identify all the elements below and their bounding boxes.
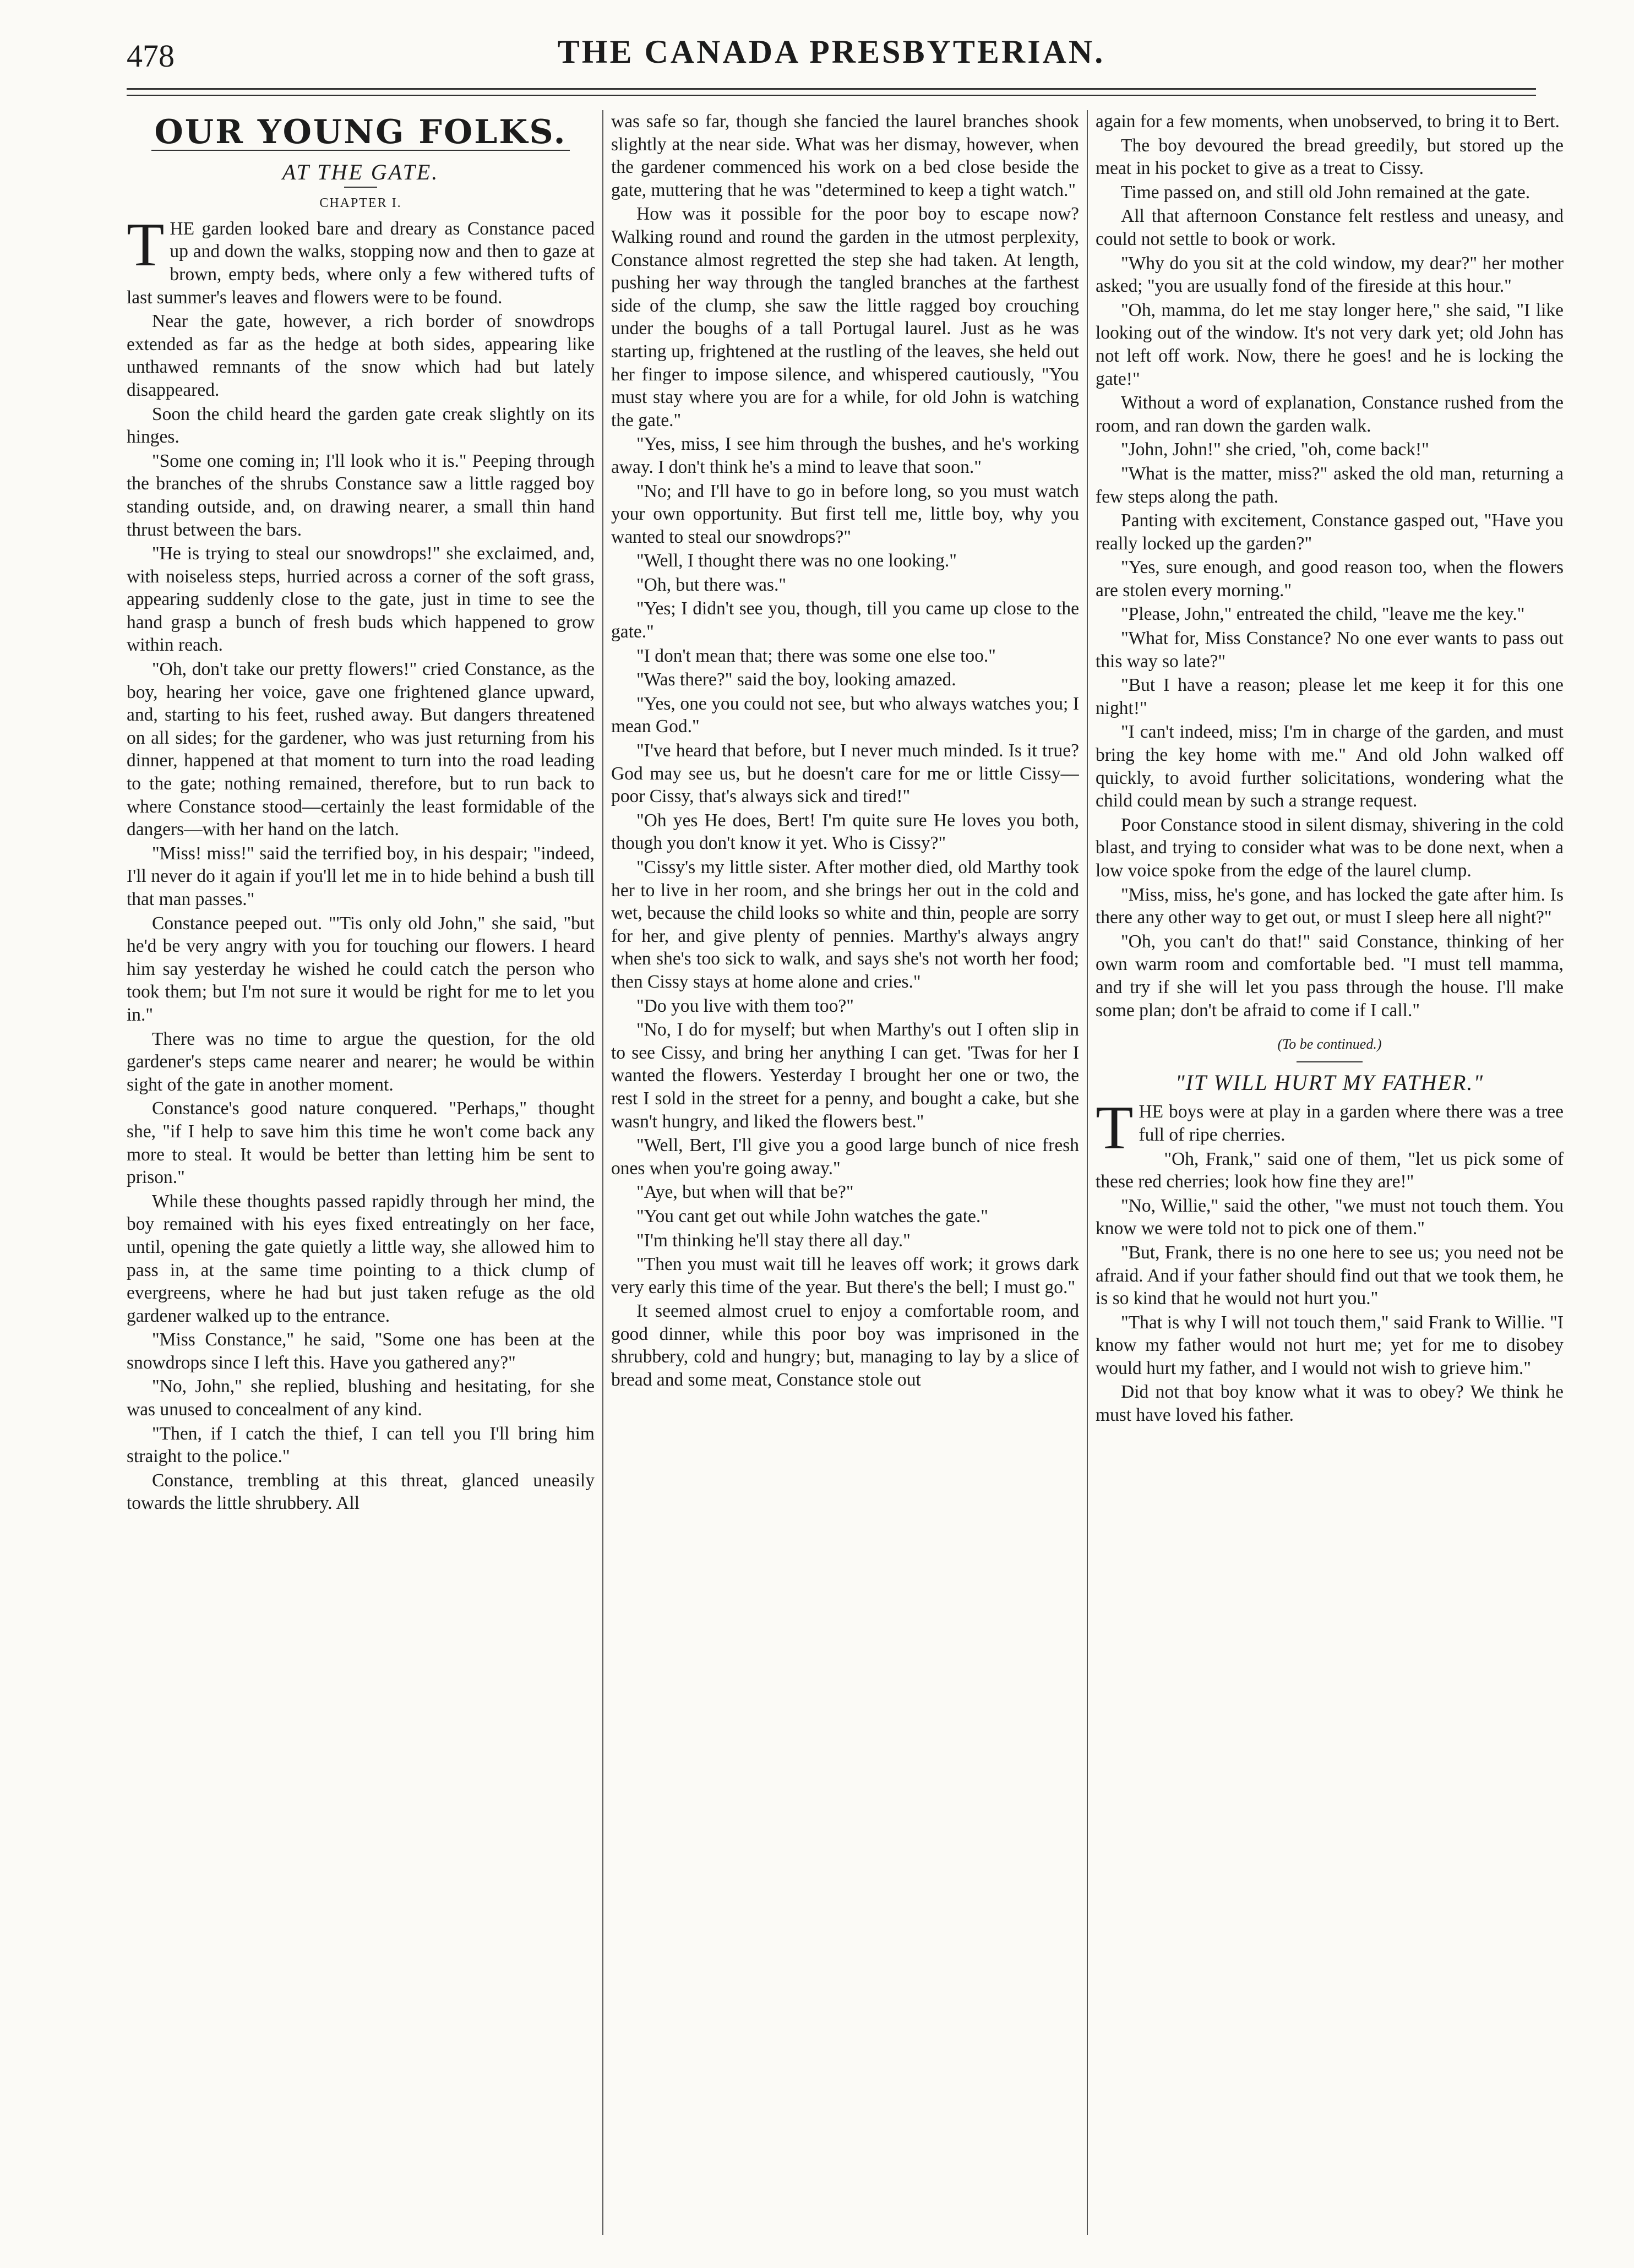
paragraph: "No; and I'll have to go in before long, so you must watch your own opportunity. But first tell me, little boy, why you wanted to steal our snowdrops?" (611, 481, 1079, 547)
paragraph: "Oh, mamma, do let me stay longer here," she said, "I like looking out of the window. It's not very dark yet; old John has not left off work. Now, there he goes! and he is locking the gate!" (1096, 299, 1564, 389)
paragraph: "Then you must wait till he leaves off work; it grows dark very early this time of the year. But there's the bell; I must go." (611, 1254, 1079, 1297)
paragraph: "Miss Constance," he said, "Some one has been at the snowdrops since I left this. Have you gathered any?" (127, 1329, 595, 1373)
paragraph: "Yes, miss, I see him through the bushes, and he's working away. I don't think he's a mind to leave that soon." (611, 434, 1079, 477)
paragraph: "No, John," she replied, blushing and hesitating, for she was unused to concealment of any kind. (127, 1376, 595, 1420)
paragraph: THE garden looked bare and dreary as Constance paced up and down the walks, stopping now and then to gaze at brown, empty beds, where only a few withered tufts of last summer's leaves and flowers were to be found. (127, 210, 595, 308)
story-title: AT THE GATE. (282, 159, 439, 184)
paragraph: All that afternoon Constance felt restless and uneasy, and could not settle to book or work. (1096, 206, 1564, 249)
paragraph: Poor Constance stood in silent dismay, shivering in the cold blast, and trying to consider what was to be done next, when a low voice spoke from the edge of the laurel clump. (1096, 814, 1564, 881)
paragraph: "Yes; I didn't see you, though, till you came up close to the gate." (611, 598, 1079, 642)
paragraph: "I'm thinking he'll stay there all day." (636, 1230, 911, 1251)
paragraph: "Aye, but when will that be?" (636, 1182, 854, 1203)
continued-note: (To be continued.) (1277, 1036, 1382, 1053)
paragraph: It seemed almost cruel to enjoy a comfortable room, and good dinner, while this poor boy was imprisoned in the shrubbery, cold and hungry; but, managing to lay by a slice of bread and some meat, Constance stole out (611, 1301, 1079, 1391)
paragraph: "Oh, you can't do that!" said Constance, thinking of her own warm room and comfortable bed. "I must tell mamma, and try if she will let you pass through the house. I'll make some plan; don't be afraid to come if I call." (1096, 931, 1564, 1021)
paragraph: "Do you live with them too?" (636, 995, 854, 1016)
header-rule-thin (127, 95, 1536, 96)
paragraph: "Cissy's my little sister. After mother died, old Marthy took her to live in her room, and she brings her out in the cold and wet, because the child looks so white and thin, people are sorry for her, and give plenty of pennies. Marthy's always angry when she's too sick to walk, and says she's not worth her food; then Cissy stays at home alone and cries." (611, 857, 1079, 992)
paragraph: "Miss! miss!" said the terrified boy, in his despair; "indeed, I'll never do it again if you'll let me in to hide behind a bush till that man passes." (127, 843, 595, 909)
section-title: OUR YOUNG FOLKS. (154, 113, 567, 151)
paragraph: "No, I do for myself; but when Marthy's out I often slip in to see Cissy, and bring her anything I can get. 'Twas for her I wanted the flowers. Yesterday I brought her one or two, the rest I sold in the street for a penny, and bought a cake, but she wasn't hungry, and liked the flowers best." (611, 1019, 1079, 1132)
paragraph: "Miss, miss, he's gone, and has locked the gate after him. Is there any other way to get out, or must I sleep here all night?" (1096, 884, 1564, 928)
drop-cap: T (127, 210, 165, 279)
paragraph: Constance, trembling at this threat, glanced uneasily towards the little shrubbery. All (127, 1470, 595, 1514)
story-divider (1297, 1061, 1363, 1062)
paragraph: "Then, if I catch the thief, I can tell you I'll bring him straight to the police." (127, 1423, 595, 1467)
paragraph: "Was there?" said the boy, looking amazed. (636, 669, 956, 690)
paragraph: Panting with excitement, Constance gasped out, "Have you really locked up the garden?" (1096, 510, 1564, 554)
paragraph: "Why do you sit at the cold window, my dear?" her mother asked; "you are usually fond of the fireside at this hour." (1096, 253, 1564, 297)
paragraph: "Oh, don't take our pretty flowers!" cried Constance, as the boy, hearing her voice, gave one frightened glance upward, and, starting to his feet, rushed away. But dangers threatened on all sides; for the gardener, who was just returning from his dinner, happened at that moment to turn into the road leading to the gate; nothing remained, therefore, but to run back to where Constance stood—certainly the least formidable of the dangers—with her hand on the latch. (127, 659, 595, 840)
paragraph: "Some one coming in; I'll look who it is." Peeping through the branches of the shrubs Constance saw a little ragged boy standing outside, and, on drawing nearer, a small thin hand thrust between the bars. (127, 450, 595, 540)
title-rule (344, 187, 377, 188)
paragraph: "Well, Bert, I'll give you a good large bunch of nice fresh ones when you're going away." (611, 1135, 1079, 1179)
paragraph: "But, Frank, there is no one here to see us; you need not be afraid. And if your father should find out that we took them, he is so kind that he would not hurt you." (1096, 1242, 1564, 1309)
column-1 (127, 110, 595, 2246)
paragraph: "What is the matter, miss?" asked the old man, returning a few steps along the path. (1096, 463, 1564, 507)
paragraph: Did not that boy know what it was to obey? We think he must have loved his father. (1096, 1382, 1564, 1426)
page-number: 478 (127, 38, 175, 74)
paragraph: "Yes, one you could not see, but who always watches you; I mean God." (611, 693, 1079, 737)
paragraph: How was it possible for the poor boy to escape now? Walking round and round the garden in the utmost perplexity, Constance almost regretted the step she had taken. At length, pushing her way through the tangled branches at the farthest side of the clump, she saw the little ragged boy crouching under the boughs of a tall Portugal laurel. Just as he was starting up, frightened at the rustling of the leaves, she held out her finger to impose silence, and whispered cautiously, "You must stay where you are for a while, for old John is watching the gate." (611, 204, 1079, 430)
paragraph: "Oh, Frank," said one of them, "let us pick some of these red cherries; look how fine they are!" (1096, 1148, 1564, 1192)
column-3 (1096, 110, 1564, 2246)
paragraph: Without a word of explanation, Constance rushed from the room, and ran down the garden walk. (1096, 392, 1564, 436)
column-divider (602, 110, 603, 2235)
paragraph: Near the gate, however, a rich border of snowdrops extended as far as the hedge at both sides, appearing like unthawed remnants of the snow which had but lately disappeared. (127, 311, 595, 400)
drop-cap: T (1096, 1094, 1134, 1163)
paragraph: Constance's good nature conquered. "Perhaps," thought she, "if I help to save him this time he won't come back any more to steal. It would be better than letting him be sent to prison." (127, 1098, 595, 1188)
paragraph: "No, Willie," said the other, "we must not touch them. You know we were told not to pick one of them." (1096, 1195, 1564, 1239)
paragraph: Soon the child heard the garden gate creak slightly on its hinges. (127, 404, 595, 448)
paragraph: "That is why I will not touch them," said Frank to Willie. "I know my father would not hurt me; yet for me to disobey would hurt my father, and I would not wish to grieve him." (1096, 1312, 1564, 1378)
paragraph: "I can't indeed, miss; I'm in charge of the garden, and must bring the key home with me." And old John walked off quickly, to avoid further solicitations, wondering what the child could mean by such a strange request. (1096, 722, 1564, 811)
paragraph: THE boys were at play in a garden where there was a tree full of ripe cherries. (1096, 1094, 1564, 1163)
paragraph: "Well, I thought there was no one looking." (636, 550, 957, 571)
paragraph: Constance peeped out. "'Tis only old John," she said, "but he'd be very angry with you for touching our flowers. I heard him say yesterday he wished he could catch the person who took them; but I'm not sure it would be right for me to let you in." (127, 913, 595, 1025)
running-title: THE CANADA PRESBYTERIAN. (557, 34, 1105, 70)
paragraph: "I've heard that before, but I never much minded. Is it true? God may see us, but he doesn't care for me or little Cissy—poor Cissy, that's always sick and tired!" (611, 740, 1079, 807)
paragraph: "Yes, sure enough, and good reason too, when the flowers are stolen every morning." (1096, 557, 1564, 601)
paragraph: The boy devoured the bread greedily, but stored up the meat in his pocket to give as a treat to Cissy. (1096, 135, 1564, 179)
page-header (127, 33, 1536, 83)
paragraph: While these thoughts passed rapidly through her mind, the boy remained with his eyes fixed entreatingly on her face, until, opening the gate quietly a little way, she allowed him to pass in, at the same time pointing to a thick clump of evergreens, where he had but just taken refuge as the old gardener walked up to the entrance. (127, 1191, 595, 1326)
paragraph: "You cant get out while John watches the gate." (636, 1206, 988, 1226)
paragraph: "Please, John," entreated the child, "leave me the key." (1121, 604, 1525, 625)
paragraph: "But I have a reason; please let me keep it for this one night!" (1096, 675, 1564, 718)
paragraph: Time passed on, and still old John remained at the gate. (1121, 182, 1530, 203)
paragraph: "Oh yes He does, Bert! I'm quite sure He loves you both, though you don't know it yet. Who is Cissy?" (611, 810, 1079, 854)
paragraph: There was no time to argue the question, for the old gardener's steps came nearer and nearer; he would be within sight of the gate in another moment. (127, 1028, 595, 1095)
column-divider (1087, 110, 1088, 2235)
header-rule (127, 88, 1536, 90)
paragraph: again for a few moments, when unobserved, to bring it to Bert. (1096, 111, 1560, 132)
paragraph: "I don't mean that; there was some one else too." (636, 645, 996, 666)
paragraph: "John, John!" she cried, "oh, come back!" (1121, 439, 1429, 460)
column-2 (611, 110, 1079, 2246)
paragraph: "Oh, but there was." (636, 574, 787, 595)
story-title: "IT WILL HURT MY FATHER." (1175, 1070, 1484, 1095)
paragraph: "He is trying to steal our snowdrops!" she exclaimed, and, with noiseless steps, hurried across a corner of the soft grass, appearing suddenly close to the gate, just in time to see the hand grasp a bunch of fresh buds which happened to grow within reach. (127, 543, 595, 656)
paragraph: was safe so far, though she fancied the laurel branches shook slightly at the near side. What was her dismay, however, when the gardener commenced his work on a bed close beside the gate, muttering that he was "determined to keep a tight watch." (611, 111, 1079, 200)
chapter-heading: CHAPTER I. (319, 196, 402, 211)
paragraph: "What for, Miss Constance? No one ever wants to pass out this way so late?" (1096, 628, 1564, 672)
